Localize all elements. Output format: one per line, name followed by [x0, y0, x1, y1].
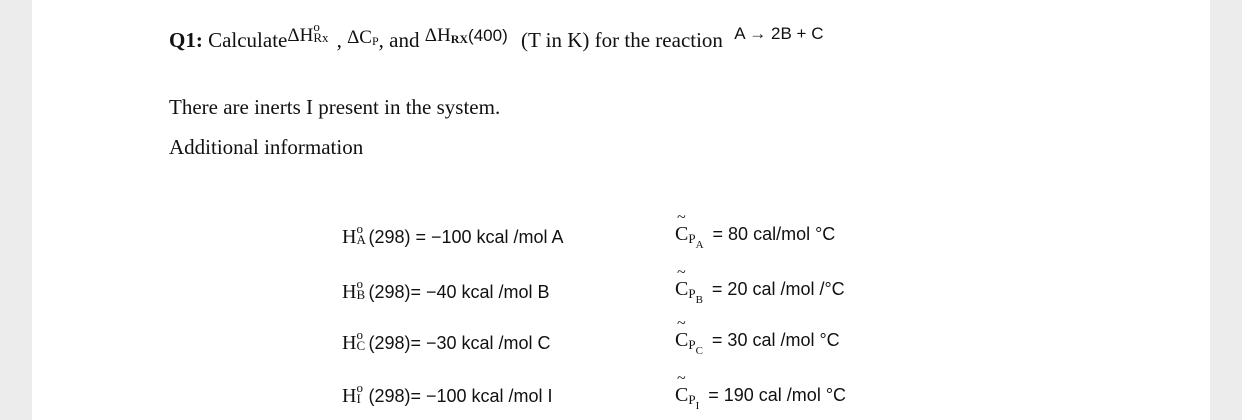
enthalpy-row-a: H o A (298) = −100 kcal /mol A	[342, 221, 564, 248]
inerts-statement: There are inerts I present in the system.	[169, 95, 501, 119]
enthalpy-row-c: H o C (298)= −30 kcal /mol C	[342, 327, 551, 354]
and-text: , and	[378, 28, 420, 52]
calculate-text: Calculate	[208, 28, 288, 52]
enthalpy-row-b: H o B (298)= −40 kcal /mol B	[342, 276, 550, 303]
degree-mark: o	[313, 19, 320, 34]
enthalpy-row-i: H o I (298)= −100 kcal /mol I	[342, 380, 553, 407]
heat-capacity-row-b: ~ $CP_B = 20$ cal /mol /°C	[675, 278, 845, 301]
delta-h-rx-symbol: ΔH o Rx	[287, 19, 329, 46]
delta-h-rx-400-symbol: ΔHRX(400)	[424, 25, 508, 46]
document-page	[32, 0, 1210, 420]
t-in-k-text: (T in K) for the reaction	[520, 28, 723, 52]
heat-capacity-row-i: ~ $CP_I = 190$ cal /mol °C	[675, 384, 846, 407]
delta-cp-symbol: ΔCP	[347, 27, 379, 48]
heat-capacity-row-a: ~ $CP_A = 80$ cal/mol °C	[675, 223, 835, 246]
question-label: Q1:	[169, 28, 203, 52]
additional-info-heading: Additional information	[169, 135, 364, 159]
rx-subscript: Rx	[313, 30, 329, 45]
question-line	[169, 19, 824, 53]
heat-capacity-row-c: ~ $CP_C = 30$ cal /mol °C	[675, 329, 840, 352]
comma-1: ,	[336, 28, 342, 52]
reaction-equation: A → 2B + C	[734, 24, 824, 43]
